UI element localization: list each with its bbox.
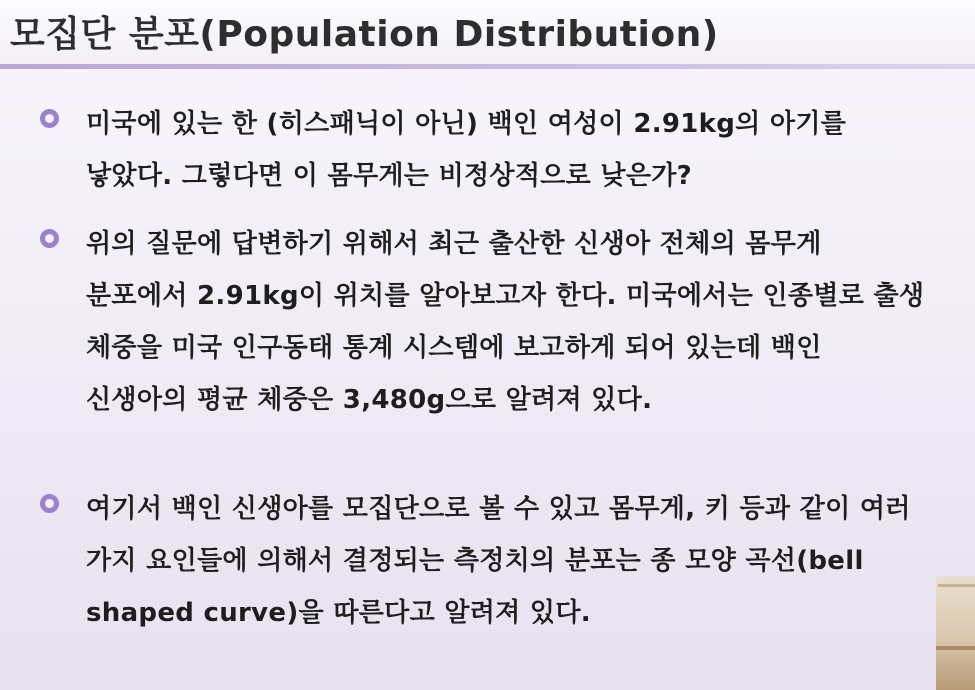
ring-bullet-icon [40,229,59,248]
title-divider [0,64,975,69]
bullet-text-1: 미국에 있는 한 (히스패닉이 아닌) 백인 여성이 2.91kg의 아기를 낳았다. 그렇다면 이 몸무게는 비정상적으로 낮은가? [86,109,847,191]
title-bar [0,0,975,64]
bullet-text-2: 위의 질문에 답변하기 위해서 최근 출산한 신생아 전체의 몸무게 분포에서 2.91kg이 위치를 알아보고자 한다. 미국에서는 인종별로 출생 체중을 미국 인구동태 통계 시스템에 보고하게 되어 있는데 백인 신생아의 평균 체중은 3,480g으로 알려져 있다. [86,229,925,415]
corner-decoration [936,576,975,690]
bullet-text-3: 여기서 백인 신생아를 모집단으로 볼 수 있고 몸무게, 키 등과 같이 여러 가지 요인들에 의해서 결정되는 측정치의 분포는 종 모양 곡선(bell shaped curve)을 따른다고 알려져 있다. [86,494,911,628]
page-title: 모집단 분포(Population Distribution) [10,14,719,55]
ring-bullet-icon [40,494,59,513]
ring-bullet-icon [40,109,59,128]
